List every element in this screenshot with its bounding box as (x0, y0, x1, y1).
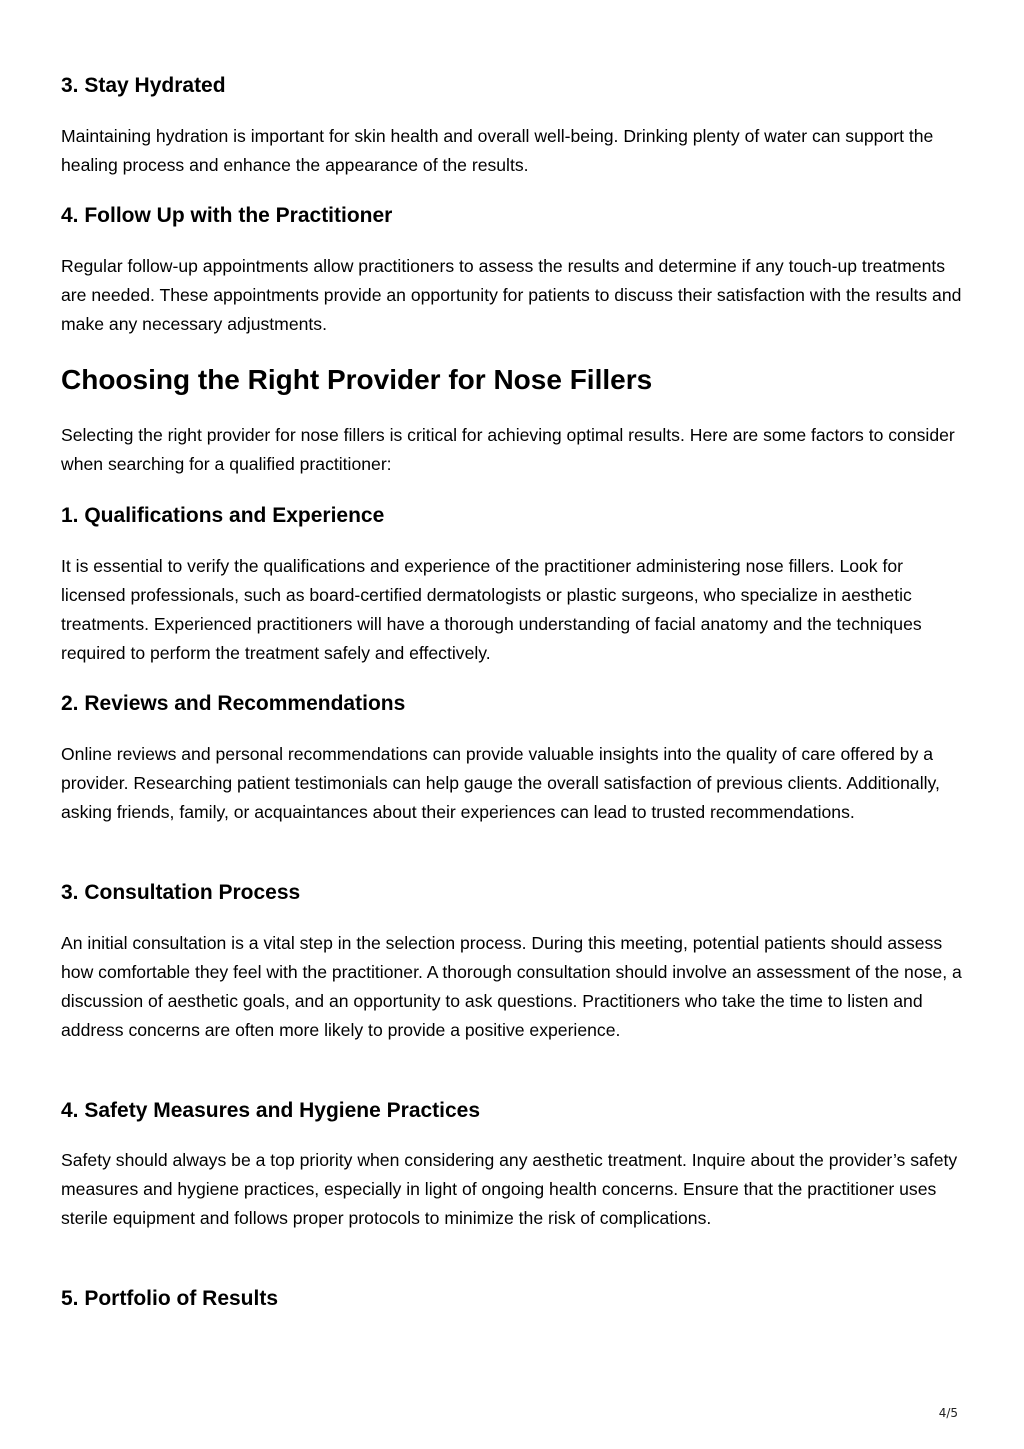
section-heading-choosing-provider: Choosing the Right Provider for Nose Fillers (61, 364, 653, 395)
paragraph-stay-hydrated: Maintaining hydration is important for skin health and overall well-being. Drinking plenty of water can support the healing process and enhance the appearance of the results. (61, 126, 934, 175)
paragraph-follow-up: Regular follow-up appointments allow practitioners to assess the results and determine if any touch-up treatments are needed. These appointments provide an opportunity for patients to discuss their satisfaction with the results and make any necessary adjustments. (61, 256, 962, 334)
paragraph-choosing-provider: Selecting the right provider for nose fillers is critical for achieving optimal results. Here are some factors to consider when searching for a qualified practitioner: (61, 425, 955, 474)
heading-portfolio: 5. Portfolio of Results (61, 1287, 279, 1310)
heading-reviews: 2. Reviews and Recommendations (61, 692, 406, 715)
heading-follow-up: 4. Follow Up with the Practitioner (61, 204, 393, 227)
page-number: 4/5 (938, 1406, 958, 1420)
heading-qualifications: 1. Qualifications and Experience (61, 504, 385, 527)
heading-consultation: 3. Consultation Process (61, 881, 301, 904)
paragraph-reviews: Online reviews and personal recommendations can provide valuable insights into the quality of care offered by a provider. Researching patient testimonials can help gauge the overall satisfaction of previous clients. Additionally, asking friends, family, or acquaintances about their experiences can lead to trusted recommendations. (61, 744, 940, 822)
paragraph-qualifications: It is essential to verify the qualifications and experience of the practitioner administering nose fillers. Look for licensed professionals, such as board-certified dermatologists or plastic surgeons, who specialize in aesthetic treatments. Experienced practitioners will have a thorough understanding of facial anatomy and the techniques required to perform the treatment safely and effectively. (61, 556, 922, 663)
heading-stay-hydrated: 3. Stay Hydrated (61, 74, 226, 97)
heading-safety: 4. Safety Measures and Hygiene Practices (61, 1099, 481, 1122)
paragraph-consultation: An initial consultation is a vital step in the selection process. During this meeting, potential patients should assess how comfortable they feel with the practitioner. A thorough consultation should involve an assessment of the nose, a discussion of aesthetic goals, and an opportunity to ask questions. Practitioners who take the time to listen and address concerns are often more likely to provide a positive experience. (61, 933, 962, 1040)
paragraph-safety: Safety should always be a top priority when considering any aesthetic treatment. Inquire about the provider’s safety measures and hygiene practices, especially in light of ongoing health concerns. Ensure that the practitioner uses sterile equipment and follows proper protocols to minimize the risk of complications. (61, 1150, 958, 1228)
